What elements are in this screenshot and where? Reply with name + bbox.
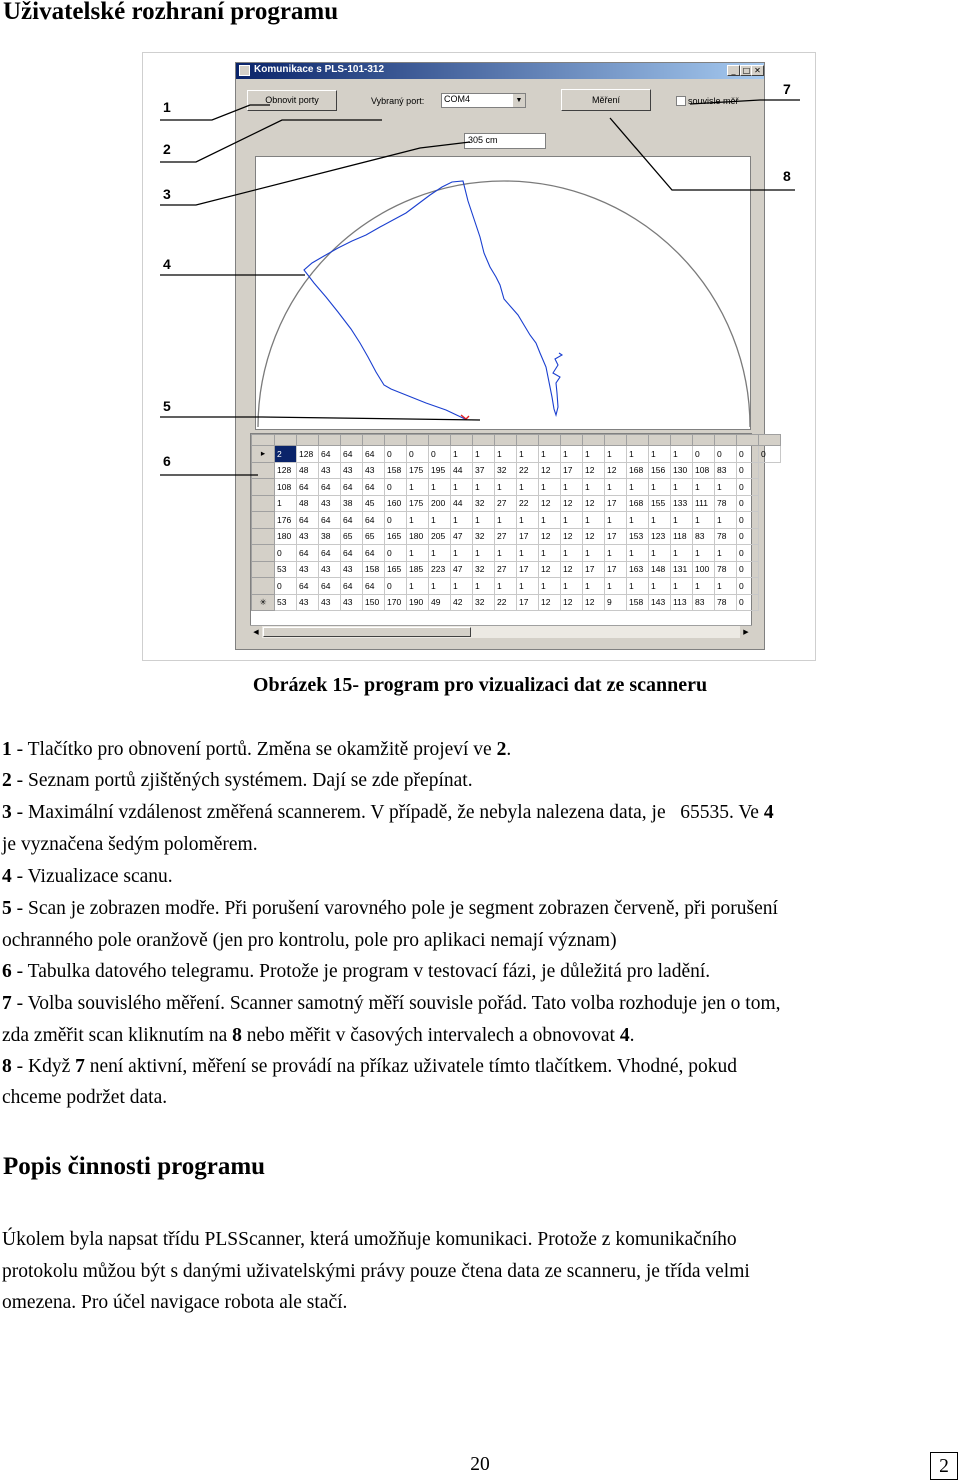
table-cell[interactable]: 78 xyxy=(715,561,737,578)
table-cell[interactable]: 150 xyxy=(363,594,385,611)
table-cell[interactable]: 0 xyxy=(385,578,407,595)
table-cell[interactable]: 1 xyxy=(605,578,627,595)
item-text: - Scan je zobrazen modře. Při porušení varovného pole je segment zobrazen červeně, při porušení xyxy=(11,898,778,919)
table-cell[interactable]: 1 xyxy=(671,479,693,496)
table-cell[interactable]: 108 xyxy=(693,462,715,479)
table-cell[interactable]: 1 xyxy=(517,446,539,463)
section-title: Popis činnosti programu xyxy=(3,1153,266,1180)
table-cell[interactable]: 1 xyxy=(693,479,715,496)
table-cell[interactable]: 32 xyxy=(473,528,495,545)
table-cell[interactable]: 1 xyxy=(627,446,649,463)
legend-line-2 xyxy=(2,765,473,796)
item-text: - Volba souvislého měření. Scanner samotný měří souvisle pořád. Tato volba rozhoduje jen o tom, xyxy=(11,993,781,1014)
table-cell[interactable]: 1 xyxy=(693,545,715,562)
table-cell[interactable]: 64 xyxy=(341,512,363,529)
table-cell[interactable]: 148 xyxy=(649,561,671,578)
table-cell[interactable]: 17 xyxy=(605,561,627,578)
table-cell[interactable]: 78 xyxy=(715,495,737,512)
table-cell[interactable]: 64 xyxy=(319,479,341,496)
table-cell[interactable]: 180 xyxy=(407,528,429,545)
table-cell[interactable]: 0 xyxy=(737,561,759,578)
table-cell[interactable]: 113 xyxy=(671,594,693,611)
table-cell[interactable]: 42 xyxy=(451,594,473,611)
table-cell[interactable]: 64 xyxy=(363,512,385,529)
body-line-3: omezena. Pro účel navigace robota ale stačí. xyxy=(2,1292,348,1313)
table-cell[interactable]: 180 xyxy=(275,528,297,545)
table-cell[interactable]: 0 xyxy=(275,578,297,595)
table-cell[interactable]: 1 xyxy=(561,446,583,463)
table-cell[interactable]: 32 xyxy=(473,561,495,578)
table-cell[interactable]: 2 xyxy=(275,446,297,463)
callout-8: 8 xyxy=(783,168,791,184)
refresh-ports-button[interactable]: Obnovit porty xyxy=(247,90,337,111)
table-cell[interactable]: 49 xyxy=(429,594,451,611)
table-cell[interactable]: 12 xyxy=(539,495,561,512)
table-cell[interactable]: 175 xyxy=(407,462,429,479)
table-cell[interactable]: 0 xyxy=(693,446,715,463)
table-cell[interactable]: 1 xyxy=(561,545,583,562)
table-cell[interactable]: 205 xyxy=(429,528,451,545)
table-cell[interactable]: 0 xyxy=(385,512,407,529)
table-cell[interactable]: 12 xyxy=(561,495,583,512)
item-tail: . xyxy=(629,1025,635,1046)
table-cell[interactable]: 43 xyxy=(319,561,341,578)
table-cell[interactable]: 0 xyxy=(737,479,759,496)
table-cell[interactable]: 65 xyxy=(363,528,385,545)
item-text: - Tabulka datového telegramu. Protože je program v testovací fázi, je důležitá pro ladění. xyxy=(11,961,711,982)
table-cell[interactable]: 1 xyxy=(407,578,429,595)
table-cell[interactable]: 37 xyxy=(473,462,495,479)
table-cell[interactable]: 176 xyxy=(275,512,297,529)
table-cell[interactable]: 0 xyxy=(737,578,759,595)
table-cell[interactable]: 165 xyxy=(385,561,407,578)
table-cell[interactable]: 43 xyxy=(319,495,341,512)
callout-1: 1 xyxy=(163,99,171,115)
table-cell[interactable]: 32 xyxy=(473,495,495,512)
port-value: COM4 xyxy=(444,94,471,104)
page-number: 20 xyxy=(470,1454,490,1475)
item-text: je vyznačena šedým poloměrem. xyxy=(2,834,258,855)
table-cell[interactable]: 1 xyxy=(671,578,693,595)
table-cell[interactable]: 1 xyxy=(407,512,429,529)
table-cell[interactable]: 1 xyxy=(429,479,451,496)
table-cell[interactable]: 0 xyxy=(385,545,407,562)
table-cell[interactable]: 64 xyxy=(341,479,363,496)
row-header[interactable]: ✳ xyxy=(252,594,275,611)
table-cell[interactable]: 0 xyxy=(407,446,429,463)
table-cell[interactable]: 1 xyxy=(715,578,737,595)
table-cell[interactable]: 1 xyxy=(671,446,693,463)
table-cell[interactable]: 83 xyxy=(693,528,715,545)
item-text: - Když xyxy=(11,1056,76,1077)
table-cell[interactable]: 158 xyxy=(627,594,649,611)
table-cell[interactable]: 47 xyxy=(451,528,473,545)
table-cell[interactable]: 64 xyxy=(297,479,319,496)
callout-7: 7 xyxy=(783,81,791,97)
port-label: Vybraný port: xyxy=(371,96,425,106)
table-cell[interactable]: 1 xyxy=(473,446,495,463)
window-title: Komunikace s PLS-101-312 xyxy=(254,64,385,75)
table-cell[interactable]: 64 xyxy=(297,512,319,529)
maximize-icon[interactable]: □ xyxy=(740,65,753,76)
table-cell[interactable]: 0 xyxy=(737,594,759,611)
table-cell[interactable]: 64 xyxy=(363,446,385,463)
table-cell[interactable]: 12 xyxy=(583,594,605,611)
table-cell[interactable]: 1 xyxy=(649,578,671,595)
legend-line-11 xyxy=(2,1051,737,1082)
table-cell[interactable]: 1 xyxy=(605,545,627,562)
table-cell[interactable]: 17 xyxy=(583,561,605,578)
table-cell[interactable]: 43 xyxy=(297,594,319,611)
table-cell[interactable]: 1 xyxy=(561,578,583,595)
legend-line-9 xyxy=(2,988,781,1019)
table-cell[interactable]: 0 xyxy=(737,528,759,545)
callout-2: 2 xyxy=(163,141,171,157)
table-cell[interactable]: 1 xyxy=(495,479,517,496)
table-cell[interactable]: 1 xyxy=(649,512,671,529)
table-cell[interactable]: 27 xyxy=(495,495,517,512)
table-cell[interactable]: 43 xyxy=(297,561,319,578)
table-cell[interactable]: 1 xyxy=(451,446,473,463)
table-cell[interactable]: 64 xyxy=(319,545,341,562)
legend-line-7 xyxy=(2,925,617,956)
table-cell[interactable]: 22 xyxy=(517,462,539,479)
table-cell[interactable]: 83 xyxy=(715,462,737,479)
table-cell[interactable]: 1 xyxy=(715,545,737,562)
legend-line-12 xyxy=(2,1082,167,1113)
table-cell[interactable]: 1 xyxy=(517,578,539,595)
callout-6: 6 xyxy=(163,453,171,469)
table-cell[interactable]: 45 xyxy=(363,495,385,512)
table-cell[interactable]: 12 xyxy=(539,462,561,479)
table-cell[interactable]: 1 xyxy=(407,545,429,562)
table-cell[interactable]: 1 xyxy=(451,545,473,562)
table-cell[interactable]: 163 xyxy=(627,561,649,578)
table-cell[interactable]: 64 xyxy=(297,578,319,595)
table-cell[interactable]: 1 xyxy=(715,512,737,529)
item-text: - Maximální vzdálenost změřená scannerem. V případě, že nebyla nalezena data, je 65535. Ve xyxy=(11,802,764,823)
table-cell[interactable]: 0 xyxy=(759,446,781,463)
table-cell[interactable]: 128 xyxy=(297,446,319,463)
table-cell[interactable]: 64 xyxy=(363,545,385,562)
item-num: 7 xyxy=(2,993,12,1014)
legend-line-4 xyxy=(2,829,258,860)
table-cell[interactable]: 1 xyxy=(583,446,605,463)
table-cell[interactable]: 1 xyxy=(473,545,495,562)
table-cell[interactable]: 64 xyxy=(363,578,385,595)
table-cell[interactable]: 0 xyxy=(275,545,297,562)
table-cell[interactable]: 12 xyxy=(539,561,561,578)
table-cell[interactable]: 160 xyxy=(385,495,407,512)
table-cell[interactable]: 27 xyxy=(495,561,517,578)
table-cell[interactable]: 153 xyxy=(627,528,649,545)
table-cell[interactable]: 1 xyxy=(649,479,671,496)
table-cell[interactable]: 17 xyxy=(605,528,627,545)
table-cell[interactable]: 78 xyxy=(715,594,737,611)
item-num: 5 xyxy=(2,898,12,919)
table-cell[interactable]: 170 xyxy=(385,594,407,611)
table-cell[interactable]: 1 xyxy=(627,578,649,595)
close-icon[interactable]: ✕ xyxy=(751,65,764,76)
table-cell[interactable]: 185 xyxy=(407,561,429,578)
table-cell[interactable]: 1 xyxy=(539,479,561,496)
table-cell[interactable]: 190 xyxy=(407,594,429,611)
table-cell[interactable]: 0 xyxy=(737,512,759,529)
body-line-1: Úkolem byla napsat třídu PLSScanner, která umožňuje komunikaci. Protože z komunikačního xyxy=(2,1229,737,1250)
item-text: nebo měřit v časových intervalech a obnovovat xyxy=(241,1025,620,1046)
item-ref: 8 xyxy=(232,1025,242,1046)
table-cell[interactable]: 1 xyxy=(605,512,627,529)
item-ref: 4 xyxy=(763,802,774,823)
table-cell[interactable]: 0 xyxy=(385,446,407,463)
table-cell[interactable]: 123 xyxy=(649,528,671,545)
legend-line-8 xyxy=(2,956,710,987)
scroll-right-icon[interactable]: ▶ xyxy=(740,626,752,638)
table-cell[interactable]: 64 xyxy=(319,446,341,463)
table-cell[interactable]: 22 xyxy=(517,495,539,512)
table-cell[interactable]: 1 xyxy=(517,479,539,496)
item-tail: . xyxy=(506,739,512,760)
table-cell[interactable]: 1 xyxy=(539,512,561,529)
table-cell[interactable]: 165 xyxy=(385,528,407,545)
table-cell[interactable]: 17 xyxy=(605,495,627,512)
table-cell[interactable]: 1 xyxy=(583,578,605,595)
table-cell[interactable]: 158 xyxy=(385,462,407,479)
table-cell[interactable]: 1 xyxy=(539,446,561,463)
table-cell[interactable]: 44 xyxy=(451,462,473,479)
table-cell[interactable]: 0 xyxy=(737,462,759,479)
section-title: Uživatelské rozhraní programu xyxy=(3,0,339,25)
measure-button[interactable]: Měření xyxy=(561,89,651,111)
table-cell[interactable]: 1 xyxy=(517,512,539,529)
table-cell[interactable]: 65 xyxy=(341,528,363,545)
table-cell[interactable]: 12 xyxy=(583,528,605,545)
table-cell[interactable]: 53 xyxy=(275,561,297,578)
item-ref: 7 xyxy=(75,1056,85,1077)
table-cell[interactable]: 12 xyxy=(561,561,583,578)
table-cell[interactable]: 1 xyxy=(583,479,605,496)
table-cell[interactable]: 53 xyxy=(275,594,297,611)
table-cell[interactable]: 0 xyxy=(429,446,451,463)
table-cell[interactable]: 43 xyxy=(319,594,341,611)
table-cell[interactable]: 43 xyxy=(341,462,363,479)
table-cell[interactable]: 168 xyxy=(627,462,649,479)
legend-line-3 xyxy=(2,797,774,828)
table-cell[interactable]: 1 xyxy=(583,545,605,562)
row-header[interactable]: ▸ xyxy=(252,446,275,463)
table-cell[interactable]: 1 xyxy=(451,578,473,595)
table-cell[interactable]: 78 xyxy=(715,528,737,545)
table-cell[interactable]: 1 xyxy=(539,578,561,595)
table-cell[interactable]: 158 xyxy=(363,561,385,578)
table-cell[interactable]: 1 xyxy=(649,446,671,463)
table-cell[interactable]: 1 xyxy=(517,545,539,562)
table-cell[interactable]: 12 xyxy=(561,594,583,611)
table-cell[interactable]: 100 xyxy=(693,561,715,578)
table-cell[interactable]: 17 xyxy=(517,561,539,578)
item-ref: 2 xyxy=(496,739,507,760)
table-cell[interactable]: 118 xyxy=(671,528,693,545)
table-cell[interactable]: 1 xyxy=(715,479,737,496)
table-cell[interactable]: 1 xyxy=(561,479,583,496)
item-text: chceme podržet data. xyxy=(2,1087,168,1108)
table-cell[interactable]: 156 xyxy=(649,462,671,479)
legend-line-1 xyxy=(2,734,511,765)
table-cell[interactable]: 1 xyxy=(627,512,649,529)
table-cell[interactable]: 0 xyxy=(737,545,759,562)
table-cell[interactable]: 1 xyxy=(561,512,583,529)
table-cell[interactable]: 12 xyxy=(583,495,605,512)
table-cell[interactable]: 32 xyxy=(495,462,517,479)
table-cell[interactable]: 64 xyxy=(363,479,385,496)
callout-4: 4 xyxy=(163,256,171,272)
item-num: 3 xyxy=(2,802,12,823)
table-cell[interactable]: 0 xyxy=(737,495,759,512)
table-cell[interactable]: 0 xyxy=(715,446,737,463)
page-box: 2 xyxy=(930,1452,958,1480)
table-cell[interactable]: 64 xyxy=(341,545,363,562)
body-line-2: protokolu můžou být s danými uživatelskými právy pouze čtena data ze scanneru, je třída velmi xyxy=(2,1261,750,1282)
table-cell[interactable]: 1 xyxy=(539,545,561,562)
table-cell[interactable]: 83 xyxy=(693,594,715,611)
item-text: zda změřit scan kliknutím na xyxy=(2,1025,233,1046)
table-cell[interactable]: 1 xyxy=(671,512,693,529)
table-cell[interactable]: 143 xyxy=(649,594,671,611)
table-cell[interactable]: 12 xyxy=(605,462,627,479)
item-text: není aktivní, měření se provádí na příkaz uživatele tímto tlačítkem. Vhodné, pokud xyxy=(84,1056,738,1077)
table-cell[interactable]: 1 xyxy=(693,578,715,595)
table-cell[interactable]: 9 xyxy=(605,594,627,611)
table-cell[interactable]: 43 xyxy=(341,594,363,611)
table-cell[interactable]: 64 xyxy=(319,578,341,595)
table-cell[interactable]: 38 xyxy=(341,495,363,512)
table-cell[interactable]: 64 xyxy=(297,545,319,562)
figure-caption: Obrázek 15- program pro vizualizaci dat ze scanneru xyxy=(252,674,708,696)
table-cell[interactable]: 1 xyxy=(495,545,517,562)
table-cell[interactable]: 1 xyxy=(627,479,649,496)
table-cell[interactable]: 12 xyxy=(561,528,583,545)
table-cell[interactable]: 1 xyxy=(473,578,495,595)
table-cell[interactable]: 1 xyxy=(671,545,693,562)
item-text: - Vizualizace scanu. xyxy=(11,866,173,887)
table-cell[interactable]: 1 xyxy=(495,512,517,529)
table-cell[interactable]: 131 xyxy=(671,561,693,578)
table-cell[interactable]: 1 xyxy=(429,578,451,595)
item-num: 6 xyxy=(2,961,12,982)
table-cell[interactable]: 43 xyxy=(341,561,363,578)
item-num: 1 xyxy=(2,739,12,760)
minimize-icon[interactable]: _ xyxy=(727,65,740,76)
legend-line-6 xyxy=(2,893,778,924)
table-cell[interactable]: 0 xyxy=(737,446,759,463)
table-cell[interactable]: 17 xyxy=(517,594,539,611)
item-text: ochranného pole oranžově (jen pro kontrolu, pole pro aplikaci nemají význam) xyxy=(2,930,617,951)
item-text: - Seznam portů zjištěných systémem. Dají se zde přepínat. xyxy=(11,770,473,791)
table-cell[interactable]: 1 xyxy=(583,512,605,529)
max-distance-field: 305 cm xyxy=(464,133,546,149)
table-cell[interactable]: 1 xyxy=(605,446,627,463)
item-num: 8 xyxy=(2,1056,12,1077)
table-cell[interactable]: 44 xyxy=(451,495,473,512)
table-cell[interactable]: 1 xyxy=(693,512,715,529)
table-cell[interactable]: 43 xyxy=(319,462,341,479)
table-cell[interactable]: 223 xyxy=(429,561,451,578)
table-cell[interactable]: 12 xyxy=(539,528,561,545)
item-ref: 4 xyxy=(619,1025,630,1046)
legend-line-5 xyxy=(2,861,173,892)
legend-line-10 xyxy=(2,1020,634,1051)
table-cell[interactable]: 48 xyxy=(297,462,319,479)
table-cell[interactable]: 1 xyxy=(495,578,517,595)
table-cell[interactable]: 64 xyxy=(341,578,363,595)
table-cell[interactable]: 195 xyxy=(429,462,451,479)
table-cell[interactable]: 48 xyxy=(297,495,319,512)
table-cell[interactable]: 200 xyxy=(429,495,451,512)
table-cell[interactable]: 1 xyxy=(495,446,517,463)
table-cell[interactable]: 1 xyxy=(473,479,495,496)
table-cell[interactable]: 22 xyxy=(495,594,517,611)
table-cell[interactable]: 17 xyxy=(517,528,539,545)
table-cell[interactable]: 27 xyxy=(495,528,517,545)
table-cell[interactable]: 1 xyxy=(429,512,451,529)
table-cell[interactable]: 38 xyxy=(319,528,341,545)
table-cell[interactable]: 12 xyxy=(583,462,605,479)
table-cell[interactable]: 64 xyxy=(341,446,363,463)
table-cell[interactable]: 43 xyxy=(363,462,385,479)
scroll-left-icon[interactable]: ◀ xyxy=(250,626,262,638)
table-cell[interactable]: 1 xyxy=(473,512,495,529)
chevron-down-icon[interactable]: ▼ xyxy=(513,94,525,107)
table-cell[interactable]: 64 xyxy=(319,512,341,529)
table-cell[interactable]: 12 xyxy=(539,594,561,611)
table-cell[interactable]: 1 xyxy=(451,479,473,496)
table-cell[interactable]: 168 xyxy=(627,495,649,512)
item-text: - Tlačítko pro obnovení portů. Změna se okamžitě projeví ve xyxy=(11,739,497,760)
callout-3: 3 xyxy=(163,186,171,202)
table-cell[interactable]: 133 xyxy=(671,495,693,512)
table-cell[interactable]: 175 xyxy=(407,495,429,512)
table-cell[interactable]: 1 xyxy=(407,479,429,496)
item-num: 2 xyxy=(2,770,12,791)
table-cell[interactable]: 128 xyxy=(275,462,297,479)
callout-5: 5 xyxy=(163,398,171,414)
table-cell[interactable]: 1 xyxy=(451,512,473,529)
continuous-label: souvisle měř xyxy=(688,96,739,106)
table-cell[interactable]: 1 xyxy=(429,545,451,562)
table-cell[interactable]: 17 xyxy=(561,462,583,479)
table-cell[interactable]: 130 xyxy=(671,462,693,479)
table-cell[interactable]: 1 xyxy=(605,479,627,496)
table-cell[interactable]: 111 xyxy=(693,495,715,512)
table-cell[interactable]: 1 xyxy=(275,495,297,512)
table-cell[interactable]: 32 xyxy=(473,594,495,611)
table-cell[interactable]: 1 xyxy=(627,545,649,562)
callout-lines xyxy=(0,0,960,670)
table-cell[interactable]: 0 xyxy=(385,479,407,496)
table-cell[interactable]: 1 xyxy=(649,545,671,562)
table-cell[interactable]: 43 xyxy=(297,528,319,545)
table-cell[interactable]: 155 xyxy=(649,495,671,512)
table-cell[interactable]: 108 xyxy=(275,479,297,496)
table-cell[interactable]: 47 xyxy=(451,561,473,578)
item-num: 4 xyxy=(2,866,12,887)
